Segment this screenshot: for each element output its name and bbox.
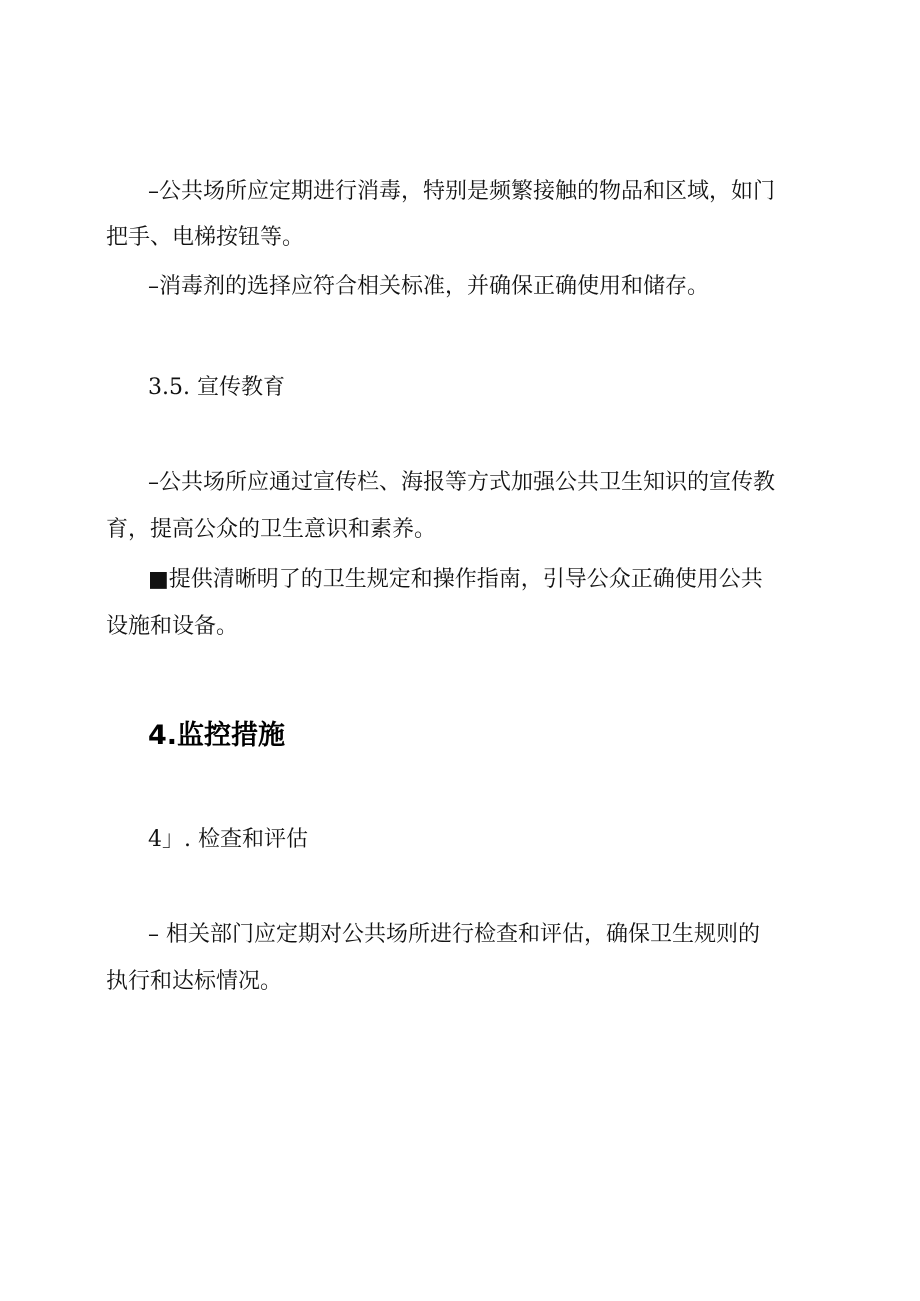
paragraph-line: –消毒剂的选择应符合相关标准，并确保正确使用和储存。 xyxy=(148,274,710,299)
paragraph-line: 执行和达标情况。 xyxy=(106,969,283,994)
paragraph-line: 把手、电梯按钮等。 xyxy=(106,225,305,250)
paragraph-line: ■提供清晰明了的卫生规定和操作指南，引导公众正确使用公共 xyxy=(148,567,763,592)
paragraph-line: 设施和设备。 xyxy=(106,614,239,639)
paragraph-line: – 相关部门应定期对公共场所进行检查和评估，确保卫生规则的 xyxy=(148,922,760,947)
paragraph-line: –公共场所应通过宣传栏、海报等方式加强公共卫生知识的宣传教 xyxy=(148,470,776,495)
paragraph-line: –公共场所应定期进行消毒，特别是频繁接触的物品和区域，如门 xyxy=(148,179,776,204)
subsection-heading: 4」. 检查和评估 xyxy=(148,827,308,852)
paragraph-line: 育，提高公众的卫生意识和素养。 xyxy=(106,517,437,542)
subsection-heading: 3.5. 宣传教育 xyxy=(148,375,285,400)
section-heading: 4.监控措施 xyxy=(148,720,286,751)
